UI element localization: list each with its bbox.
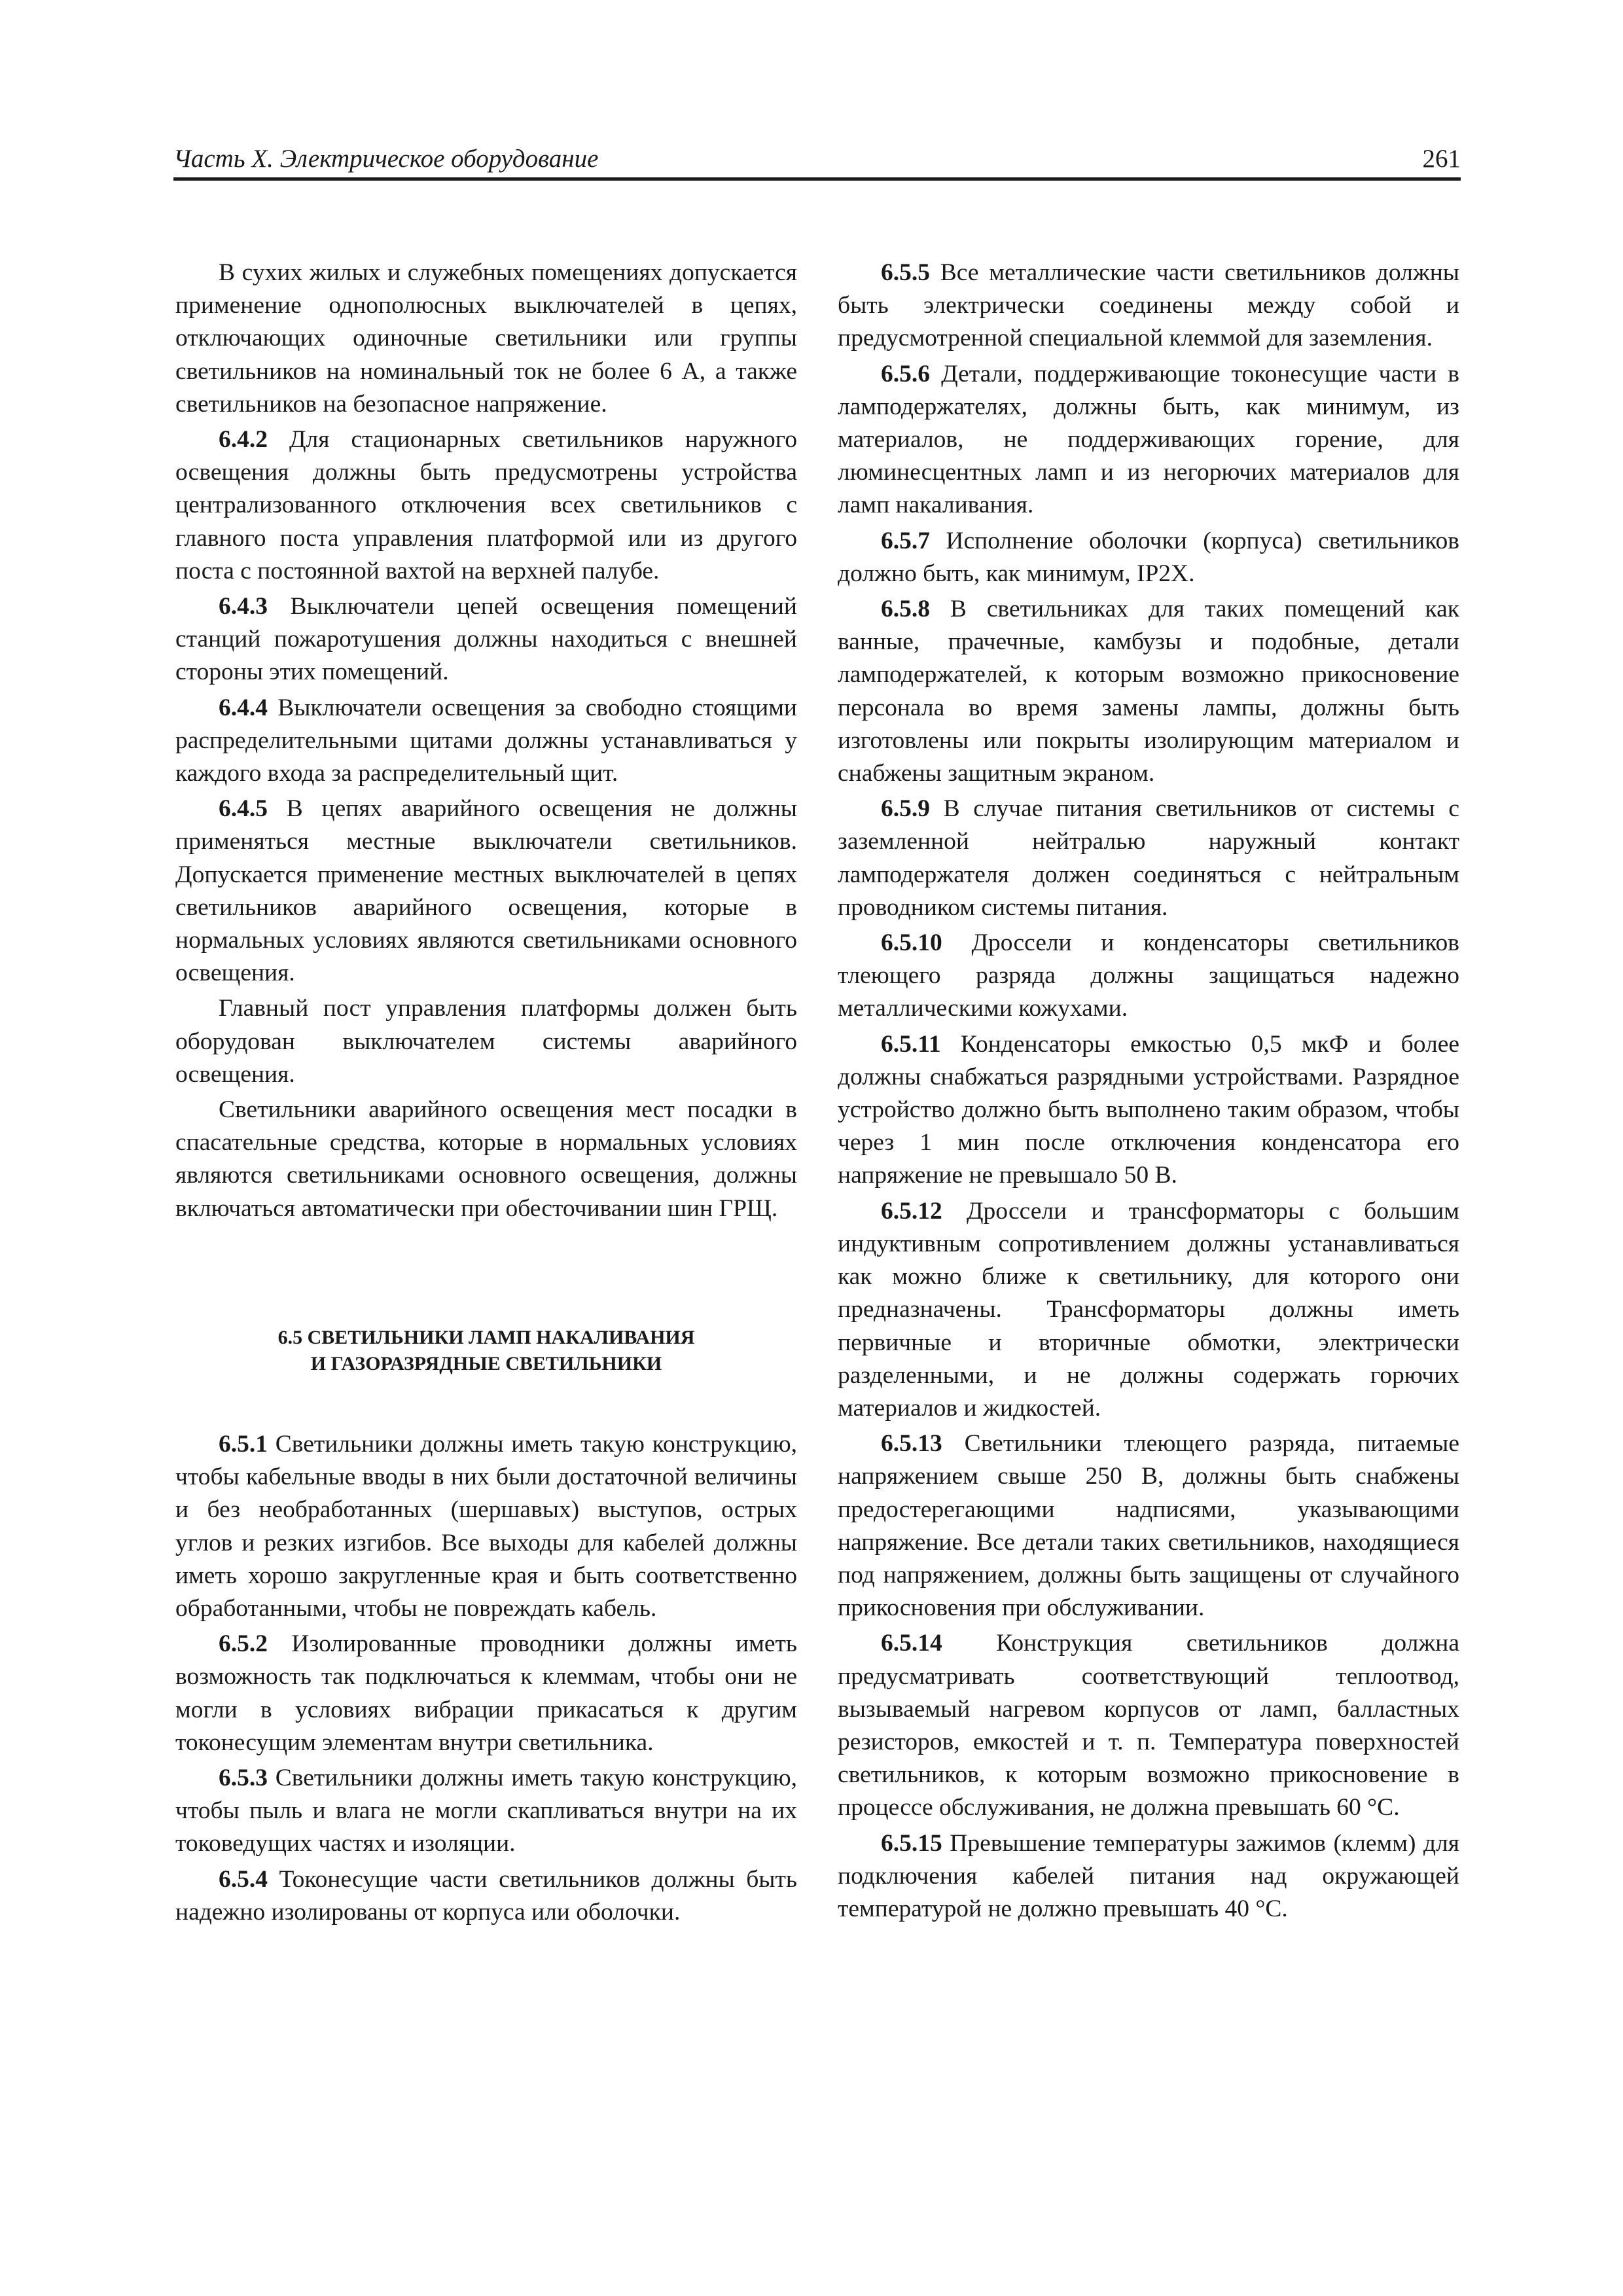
clause-number: 6.5.10 [881,929,942,957]
page-header [173,141,1461,181]
clause-number: 6.5.15 [881,1829,942,1857]
paragraph: В сухих жилых и служебных помещениях допускается применение однополюсных выключателей в цепях, отключающих одиночные светильники или группы светильников на номинальный ток не более 6 А, а также светильников на безопасное напряжение. [175,259,797,418]
clause-6-4-3: 6.4.3 Выключатели цепей освещения помещений станций пожаротушения должны находиться с внешней стороны этих помещений. [175,593,797,686]
clause-number: 6.4.2 [219,426,268,454]
clause-6-5-9: 6.5.9 В случае питания светильников от системы с заземленной нейтралью наружный контакт ламподержателя должен соединяться с нейтральным проводником системы питания. [838,795,1459,921]
clause-number: 6.5.7 [881,527,930,554]
clause-number: 6.5.1 [219,1430,268,1458]
left-column [175,257,797,1931]
clause-number: 6.5.11 [881,1030,941,1058]
clause-number: 6.5.4 [219,1865,268,1893]
clause-6-5-14: 6.5.14 Конструкция светильников должна предусматривать соответствующий теплоотвод, вызываемый нагревом корпусов от ламп, балластных резисторов, емкостей и т. п. Температура поверхностей светильников, к которым возможно прикосновение в процессе обслуживания, не должна превышать 60 °С. [838,1630,1459,1821]
clause-6-5-13: 6.5.13 Светильники тлеющего разряда, питаемые напряжением свыше 250 В, должны быть снабжены предостерегающими надписями, указывающими напряжение. Все детали таких светильников, находящиеся под напряжением, должны быть защищены от случайного прикосновения при обслуживании. [838,1430,1459,1622]
clause-6-5-3: 6.5.3 Светильники должны иметь такую конструкцию, чтобы пыль и влага не могли скапливаться внутри на их токоведущих частях и изоляции. [175,1764,797,1857]
clause-number: 6.5.5 [881,259,930,286]
clause-6-5-12: 6.5.12 Дроссели и трансформаторы с большим индуктивным сопротивлением должны устанавливаться как можно ближе к светильнику, для которого они предназначены. Трансформаторы должны иметь первичные и вторичные обмотки, электрически разделенными, и не должны содержать горючих материалов и жидкостей. [838,1197,1459,1422]
paragraph: Светильники аварийного освещения мест посадки в спасательные средства, которые в нормальных условиях являются светильниками основного освещения, должны включаться автоматически при обесточивании шин ГРЩ. [175,1096,797,1222]
right-column [838,257,1459,1928]
clause-number: 6.5.13 [881,1430,942,1458]
clause-number: 6.4.5 [219,795,268,823]
clause-number: 6.4.4 [219,694,268,721]
section-heading [175,1325,797,1377]
clause-number: 6.5.3 [219,1764,268,1791]
clause-number: 6.5.12 [881,1197,942,1225]
paragraph: Главный пост управления платформы должен быть оборудован выключателем системы аварийного освещения. [175,995,797,1088]
section-heading-line: 6.5 СВЕТИЛЬНИКИ ЛАМП НАКАЛИВАНИЯ [277,1326,695,1348]
running-title: Часть X. Электрическое оборудование [173,145,599,173]
section-heading-line: И ГАЗОРАЗРЯДНЫЕ СВЕТИЛЬНИКИ [310,1352,662,1374]
clause-6-5-7: 6.5.7 Исполнение оболочки (корпуса) светильников должно быть, как минимум, IP2X. [838,527,1459,587]
clause-6-5-1: 6.5.1 Светильники должны иметь такую конструкцию, чтобы кабельные вводы в них были достаточной величины и без необработанных (шершавых) выступов, острых углов и резких изгибов. Все выходы для кабелей должны иметь хорошо закругленные края и быть соответственно обработанными, чтобы не повреждать кабель. [175,1430,797,1622]
clause-number: 6.5.14 [881,1630,942,1657]
clause-6-5-4: 6.5.4 Токонесущие части светильников должны быть надежно изолированы от корпуса или оболочки. [175,1865,797,1926]
clause-number: 6.5.9 [881,795,930,823]
clause-number: 6.4.3 [219,593,268,620]
clause-6-4-4: 6.4.4 Выключатели освещения за свободно стоящими распределительными щитами должны устанавливаться у каждого входа за распределительный щит. [175,694,797,787]
clause-6-4-2: 6.4.2 Для стационарных светильников наружного освещения должны быть предусмотрены устройства централизованного отключения всех светильников с главного поста управления платформой или из другого поста с постоянной вахтой на верхней палубе. [175,426,797,584]
page-number: 261 [1422,145,1461,173]
clause-6-5-8: 6.5.8 В светильниках для таких помещений как ванные, прачечные, камбузы и подобные, детали ламподержателей, к которым возможно прикосновение персонала во время замены лампы, должны быть изготовлены или покрыты изолирующим материалом и снабжены защитным экраном. [838,596,1459,787]
clause-6-5-5: 6.5.5 Все металлические части светильников должны быть электрически соединены между собой и предусмотренной специальной клеммой для заземления. [838,259,1459,352]
clause-6-5-10: 6.5.10 Дроссели и конденсаторы светильников тлеющего разряда должны защищаться надежно металлическими кожухами. [838,929,1459,1022]
clause-6-5-2: 6.5.2 Изолированные проводники должны иметь возможность так подключаться к клеммам, чтобы они не могли в условиях вибрации прикасаться к другим токонесущим элементам внутри светильника. [175,1630,797,1756]
clause-6-5-11: 6.5.11 Конденсаторы емкостью 0,5 мкФ и более должны снабжаться разрядными устройствами. Разрядное устройство должно быть выполнено таким образом, чтобы через 1 мин после отключения конденсатора его напряжение не превышало 50 В. [838,1030,1459,1189]
clause-number: 6.5.6 [881,360,930,387]
clause-6-5-6: 6.5.6 Детали, поддерживающие токонесущие части в ламподержателях, должны быть, как минимум, из материалов, не поддерживающих горение, для люминесцентных ламп и из негорючих материалов для ламп накаливания. [838,360,1459,519]
clause-6-5-15: 6.5.15 Превышение температуры зажимов (клемм) для подключения кабелей питания над окружающей температурой не должно превышать 40 °С. [838,1829,1459,1922]
clause-6-4-5: 6.4.5 В цепях аварийного освещения не должны применяться местные выключатели светильников. Допускается применение местных выключателей в цепях светильников аварийного освещения, которые в нормальных условиях являются светильниками основного освещения. [175,795,797,987]
clause-number: 6.5.8 [881,596,930,623]
clause-number: 6.5.2 [219,1630,268,1658]
